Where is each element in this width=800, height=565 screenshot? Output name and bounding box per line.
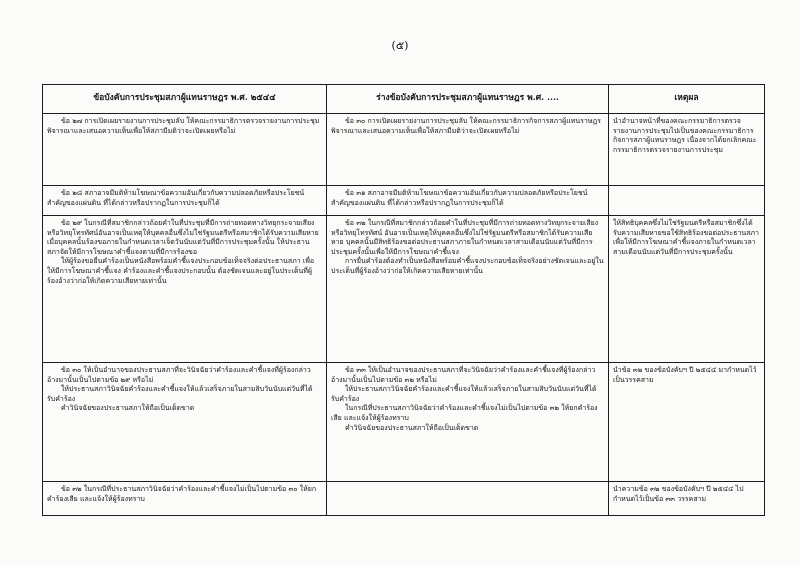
cell-reason (609, 216, 765, 363)
paragraph: ข้อ ๓๐ ให้เป็นอำนาจของประธานสภาที่จะวินิจฉัยว่าคำร้องและคำชี้แจงที่ผู้ร้องกล่าวอ้างมานั้นเป็นไปตามข้อ ๒๙ หรือไม่ (47, 366, 311, 384)
paragraph: ข้อ ๒๙ ในกรณีที่สมาชิกกล่าวถ้อยคำในที่ประชุมที่มีการถ่ายทอดทางวิทยุกระจายเสียงหรือวิทยุโทรทัศน์อันอาจเป็นเหตุให้บุคคลอื่นซึ่งไม่ใช่รัฐมนตรีหรือสมาชิกได้รับความเสียหาย เมื่อบุคคลนั้นร้องขอภายในกำหนดเวลาเจ็ดวันนับแต่วันที่มีการประชุมครั้งนั้น ให้ประธานสภาจัดให้มีการโฆษณาคำชี้แจงตามที่มีการร้องขอ (47, 219, 319, 256)
paragraph: ข้อ ๒๘ สภาอาจมีมติห้ามโฆษณาข้อความอันเกี่ยวกับความปลอดภัยหรือประโยชน์สำคัญของแผ่นดิน ที่ได้กล่าวหรือปรากฏในการประชุมก็ได้ (47, 189, 305, 207)
cell-current (43, 216, 327, 363)
cell-current (43, 186, 327, 216)
cell-reason (609, 186, 765, 216)
cell-draft (327, 186, 609, 216)
table-row (43, 186, 765, 216)
header-draft-regulation: ร่างข้อบังคับการประชุมสภาผู้แทนราษฎร พ.ศ. .... (327, 85, 609, 114)
paragraph: ข้อ ๓๒ ในกรณีที่ประธานสภาวินิจฉัยว่าคำร้องและคำชี้แจงไม่เป็นไปตามข้อ ๓๐ ให้ยกคำร้องเสีย และแจ้งให้ผู้ร้องทราบ (47, 485, 317, 503)
cell-draft (327, 114, 609, 186)
comparison-table (42, 84, 765, 516)
paragraph: นำข้อ ๓๒ ของข้อบังคับฯ ปี ๒๕๔๔ มากำหนดไว้เป็นวรรคสาม (613, 366, 757, 384)
cell-draft (327, 363, 609, 482)
cell-reason (609, 363, 765, 482)
paragraph: ข้อ ๒๗ การเปิดเผยรายงานการประชุมลับ ให้คณะกรรมาธิการตรวจรายงานการประชุมพิจารณาและเสนอความเห็นเพื่อให้สภามีมติว่าจะเปิดเผยหรือไม่ (47, 117, 320, 135)
table-header-row (43, 85, 765, 114)
paragraph: ข้อ ๓๓ ให้เป็นอำนาจของประธานสภาที่จะวินิจฉัยว่าคำร้องและคำชี้แจงที่ผู้ร้องกล่าวอ้างมานั้นเป็นไปตามข้อ ๓๒ หรือไม่ (331, 366, 596, 384)
header-current-regulation: ข้อบังคับการประชุมสภาผู้แทนราษฎร พ.ศ. ๒๕๔๔ (43, 85, 327, 114)
paragraph: คำวินิจฉัยของประธานสภาให้ถือเป็นเด็ดขาด (345, 423, 479, 432)
paragraph: ข้อ ๓๑ สภาอาจมีมติห้ามโฆษณาข้อความอันเกี่ยวกับความปลอดภัยหรือประโยชน์สำคัญของแผ่นดิน ที่ได้กล่าวหรือปรากฏในการประชุมก็ได้ (331, 189, 588, 207)
cell-current (43, 363, 327, 482)
table-row (43, 363, 765, 482)
paragraph: นำความข้อ ๓๒ ของข้อบังคับฯ ปี ๒๕๔๔ ไปกำหนดไว้เป็นข้อ ๓๓ วรรคสาม (613, 485, 744, 503)
cell-reason (609, 482, 765, 516)
table-row (43, 482, 765, 516)
cell-draft (327, 216, 609, 363)
paragraph: ให้สิทธิบุคคลซึ่งไม่ใช่รัฐมนตรีหรือสมาชิกซึ่งได้รับความเสียหายขอใช้สิทธิร้องขอต่อประธานสภา เพื่อให้มีการโฆษณาคำชี้แจงภายในกำหนดเวลาสามเดือนนับแต่วันที่มีการประชุมครั้งนั้น (613, 219, 759, 256)
paragraph: คำวินิจฉัยของประธานสภาให้ถือเป็นเด็ดขาด (61, 404, 195, 413)
cell-reason (609, 114, 765, 186)
paragraph: นำอำนาจหน้าที่ของคณะกรรมาธิการตรวจรายงานการประชุมไปเป็นของคณะกรรมาธิการกิจการสภาผู้แทนราษฎร เนื่องจากได้ยกเลิกคณะกรรมาธิการตรวจรายงานการประชุม (613, 117, 757, 154)
cell-current (43, 482, 327, 516)
header-reason: เหตุผล (609, 85, 765, 114)
paragraph: ให้ประธานสภาวินิจฉัยคำร้องและคำชี้แจงให้แล้วเสร็จภายในสามสิบวันนับแต่วันที่ได้รับคำร้อง (47, 385, 313, 403)
paragraph: ให้ประธานสภาวินิจฉัยคำร้องและคำชี้แจงให้แล้วเสร็จภายในสามสิบวันนับแต่วันที่ได้รับคำร้อง (331, 385, 597, 403)
paragraph: ข้อ ๓๒ ในกรณีที่สมาชิกกล่าวถ้อยคำในที่ประชุมที่มีการถ่ายทอดทางวิทยุกระจายเสียงหรือวิทยุโทรทัศน์ อันอาจเป็นเหตุให้บุคคลอื่นซึ่งไม่ใช่รัฐมนตรีหรือสมาชิกได้รับความเสียหาย บุคคลนั้นมีสิทธิร้องขอต่อประธานสภาภายในกำหนดเวลาสามเดือนนับแต่วันที่มีการประชุมครั้งนั้นเพื่อให้มีการโฆษณาคำชี้แจง (331, 219, 599, 256)
paragraph: ข้อ ๓๐ การเปิดเผยรายงานการประชุมลับ ให้คณะกรรมาธิการกิจการสภาผู้แทนราษฎรพิจารณาและเสนอความเห็นเพื่อให้สภามีมติว่าจะเปิดเผยหรือไม่ (331, 117, 601, 135)
page-number: (๕) (391, 39, 409, 52)
paragraph: ให้ผู้ร้องขอยื่นคำร้องเป็นหนังสือพร้อมคำชี้แจงประกอบข้อเท็จจริงต่อประธานสภา เพื่อให้มีการโฆษณาคำชี้แจง คำร้องและคำชี้แจงประกอบนั้น ต้องชัดเจนและอยู่ในประเด็นที่ผู้ร้องอ้างว่าก่อให้เกิดความเสียหายเท่านั้น (47, 257, 315, 285)
cell-current (43, 114, 327, 186)
paragraph: ในกรณีที่ประธานสภาวินิจฉัยว่าคำร้องและคำชี้แจงไม่เป็นไปตามข้อ ๓๒ ให้ยกคำร้องเสีย และแจ้งให้ผู้ร้องทราบ (331, 404, 598, 422)
table-row (43, 114, 765, 186)
cell-draft (327, 482, 609, 516)
paragraph: การยื่นคำร้องต้องทำเป็นหนังสือพร้อมคำชี้แจงประกอบข้อเท็จจริงอย่างชัดเจนและอยู่ในประเด็นที่ผู้ร้องอ้างว่าก่อให้เกิดความเสียหายเท่านั้น (331, 257, 604, 275)
table-row (43, 216, 765, 363)
